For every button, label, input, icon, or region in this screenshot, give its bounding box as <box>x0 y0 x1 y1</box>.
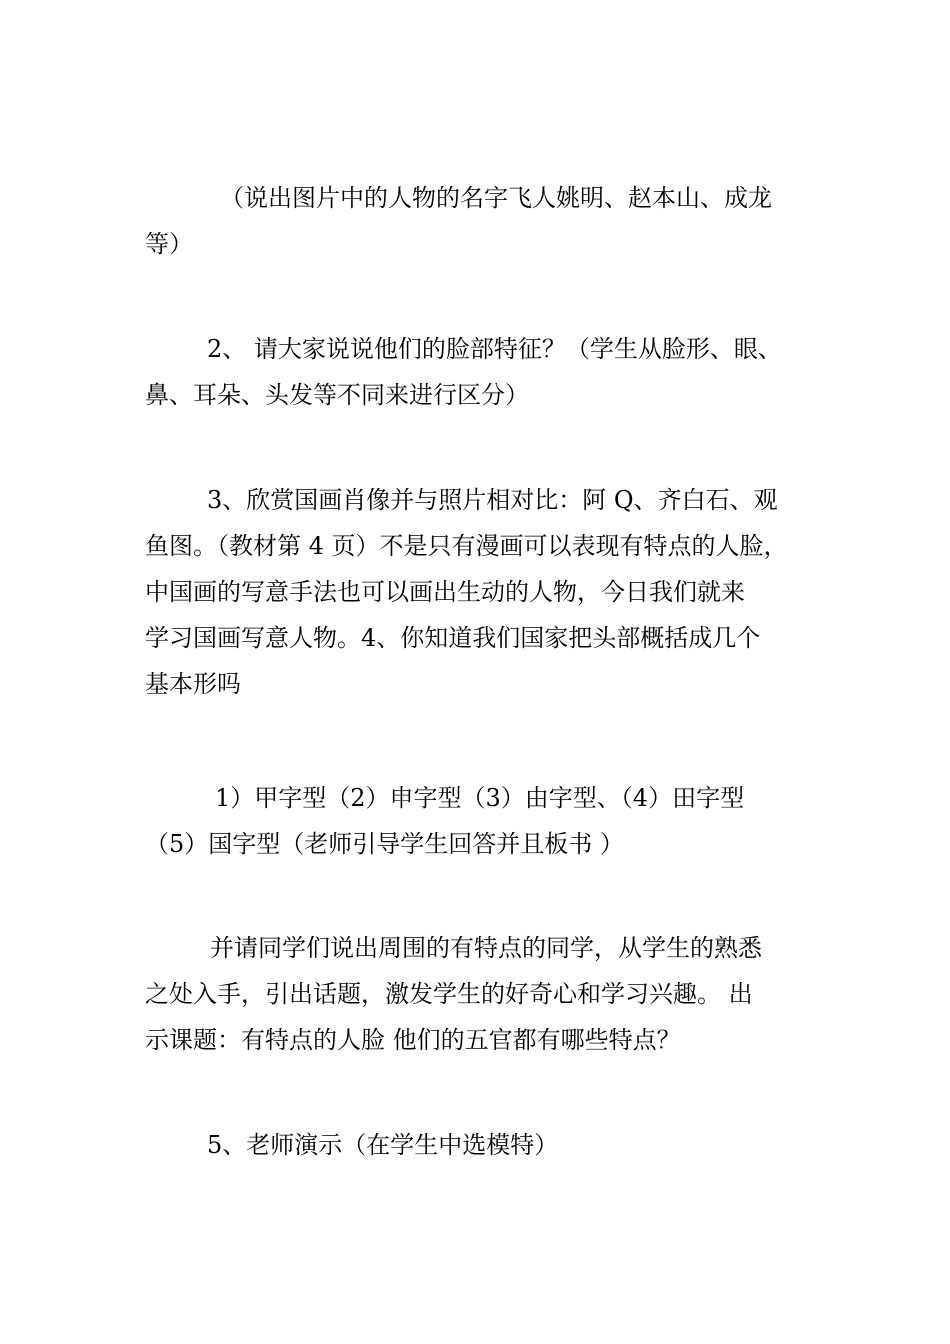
paragraph-4 <box>145 775 835 867</box>
paragraph-1 <box>145 175 835 267</box>
paragraph-5 <box>145 925 835 1063</box>
paragraph-6 <box>145 1122 835 1168</box>
text-line: 3、欣赏国画肖像并与照片相对比：阿 Q、齐白石、观 <box>207 486 778 514</box>
text-line: 基本形吗 <box>145 670 241 698</box>
text-line: 示课题：有特点的人脸 他们的五官都有哪些特点？ <box>145 1026 681 1054</box>
paragraph-2 <box>145 326 835 418</box>
text-line: 鱼图。（教材第 4 页）不是只有漫画可以表现有特点的人脸， <box>145 532 788 560</box>
text-line: 等） <box>145 230 193 258</box>
text-line: 1）甲字型（2）申字型（3）由字型、（4）田字型 <box>215 784 745 812</box>
text-line: 2、 请大家说说他们的脸部特征？（学生从脸形、眼、 <box>207 335 782 363</box>
text-line: 学习国画写意人物。4、你知道我们国家把头部概括成几个 <box>145 624 761 652</box>
text-line: 并请同学们说出周围的有特点的同学，从学生的熟悉 <box>210 934 762 962</box>
text-line: 5、老师演示（在学生中选模特） <box>207 1131 559 1159</box>
text-line: 鼻、耳朵、头发等不同来进行区分） <box>145 381 529 409</box>
text-line: （说出图片中的人物的名字飞人姚明、赵本山、成龙 <box>220 184 772 212</box>
paragraph-3 <box>145 477 835 707</box>
text-line: （5）国字型（老师引导学生回答并且板书 ） <box>145 830 624 858</box>
text-line: 中国画的写意手法也可以画出生动的人物，今日我们就来 <box>145 578 745 606</box>
text-line: 之处入手，引出话题，激发学生的好奇心和学习兴趣。 出 <box>145 980 753 1008</box>
